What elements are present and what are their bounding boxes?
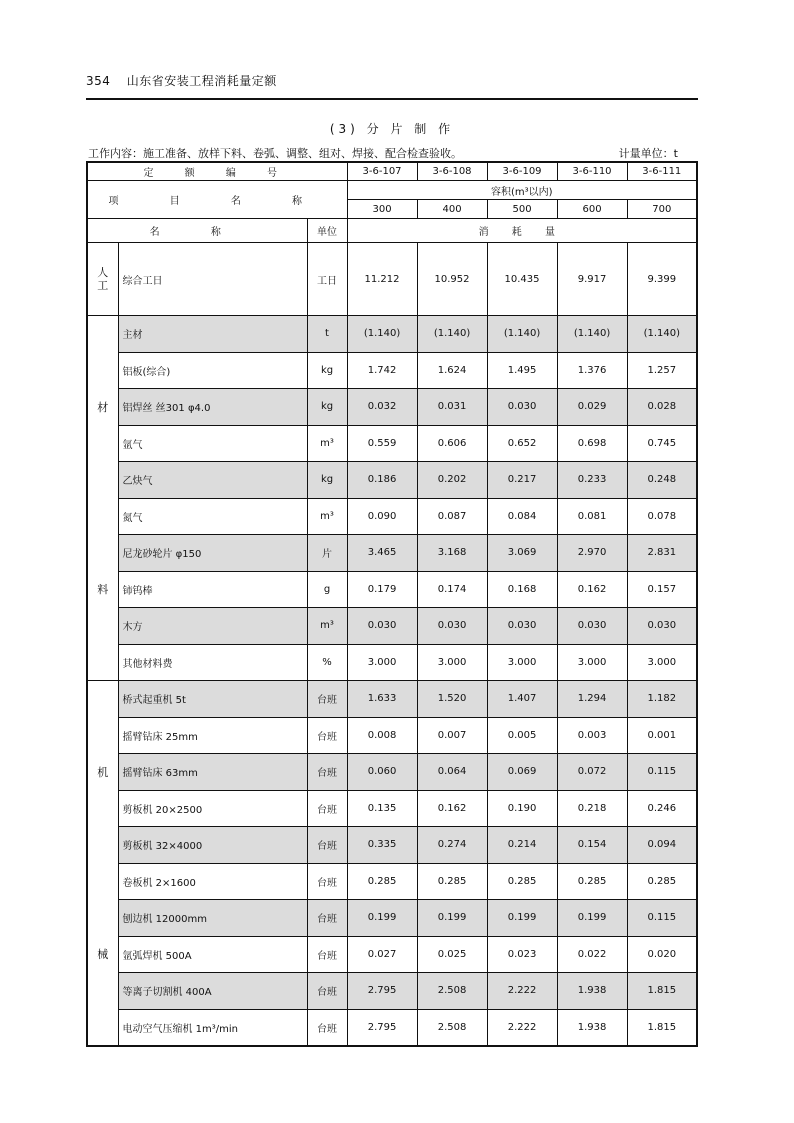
labor-group-label: 人 工 bbox=[87, 243, 118, 316]
material-unit: t bbox=[307, 316, 347, 353]
capacity-label: 容积(m³以内) bbox=[347, 181, 697, 200]
material-unit: m³ bbox=[307, 608, 347, 645]
machinery-value: 0.025 bbox=[417, 936, 487, 973]
machinery-value: 1.938 bbox=[557, 973, 627, 1010]
machinery-value: 0.115 bbox=[627, 900, 697, 937]
volume-value: 700 bbox=[627, 200, 697, 219]
material-row bbox=[87, 535, 697, 572]
labor-unit: 工日 bbox=[307, 243, 347, 316]
labor-row bbox=[87, 243, 697, 316]
section-title: (3) 分 片 制 作 bbox=[329, 122, 455, 136]
volume-value: 400 bbox=[417, 200, 487, 219]
material-value: 1.742 bbox=[347, 352, 417, 389]
material-value: 3.069 bbox=[487, 535, 557, 572]
header-row-capacity bbox=[87, 181, 697, 200]
material-value: 0.030 bbox=[487, 608, 557, 645]
material-row bbox=[87, 498, 697, 535]
machinery-value: 0.069 bbox=[487, 754, 557, 791]
machinery-value: 0.023 bbox=[487, 936, 557, 973]
material-value: 1.624 bbox=[417, 352, 487, 389]
machinery-unit: 台班 bbox=[307, 863, 347, 900]
material-value: 0.248 bbox=[627, 462, 697, 499]
material-value: 0.090 bbox=[347, 498, 417, 535]
material-value: 1.257 bbox=[627, 352, 697, 389]
machinery-name: 刨边机 12000mm bbox=[118, 900, 307, 937]
material-name: 铝焊丝 丝301 φ4.0 bbox=[118, 389, 307, 426]
machinery-value: 2.222 bbox=[487, 973, 557, 1010]
material-row bbox=[87, 316, 697, 353]
machinery-value: 1.294 bbox=[557, 681, 627, 718]
material-value: 0.606 bbox=[417, 425, 487, 462]
material-unit: kg bbox=[307, 389, 347, 426]
material-row bbox=[87, 389, 697, 426]
material-row bbox=[87, 571, 697, 608]
machinery-name: 剪板机 20×2500 bbox=[118, 790, 307, 827]
material-value: (1.140) bbox=[347, 316, 417, 353]
material-value: 3.465 bbox=[347, 535, 417, 572]
material-value: 0.028 bbox=[627, 389, 697, 426]
machinery-unit: 台班 bbox=[307, 1009, 347, 1046]
labor-value: 9.917 bbox=[557, 243, 627, 316]
machinery-unit: 台班 bbox=[307, 936, 347, 973]
material-value: (1.140) bbox=[417, 316, 487, 353]
machinery-value: 1.815 bbox=[627, 973, 697, 1010]
machinery-value: 1.938 bbox=[557, 1009, 627, 1046]
machinery-unit: 台班 bbox=[307, 681, 347, 718]
material-value: 0.030 bbox=[487, 389, 557, 426]
material-value: 1.376 bbox=[557, 352, 627, 389]
unit-of-measure: 计量单位：t bbox=[618, 147, 678, 160]
volume-value: 500 bbox=[487, 200, 557, 219]
machinery-value: 1.815 bbox=[627, 1009, 697, 1046]
machinery-name: 摇臂钻床 25mm bbox=[118, 717, 307, 754]
machinery-value: 0.285 bbox=[557, 863, 627, 900]
machinery-value: 1.520 bbox=[417, 681, 487, 718]
machinery-value: 2.508 bbox=[417, 973, 487, 1010]
machinery-value: 1.182 bbox=[627, 681, 697, 718]
material-value: (1.140) bbox=[627, 316, 697, 353]
machinery-unit: 台班 bbox=[307, 790, 347, 827]
material-unit: % bbox=[307, 644, 347, 681]
machinery-unit: 台班 bbox=[307, 973, 347, 1010]
material-value: 0.078 bbox=[627, 498, 697, 535]
machinery-value: 0.285 bbox=[627, 863, 697, 900]
material-value: 0.202 bbox=[417, 462, 487, 499]
material-value: 0.168 bbox=[487, 571, 557, 608]
volume-value: 300 bbox=[347, 200, 417, 219]
machinery-row bbox=[87, 863, 697, 900]
machinery-value: 0.335 bbox=[347, 827, 417, 864]
material-value: 3.000 bbox=[557, 644, 627, 681]
machinery-value: 0.005 bbox=[487, 717, 557, 754]
machinery-value: 0.214 bbox=[487, 827, 557, 864]
machinery-name: 摇臂钻床 63mm bbox=[118, 754, 307, 791]
work-content-line bbox=[88, 145, 694, 161]
machinery-value: 2.222 bbox=[487, 1009, 557, 1046]
machinery-value: 1.633 bbox=[347, 681, 417, 718]
machinery-value: 0.199 bbox=[347, 900, 417, 937]
machinery-value: 0.274 bbox=[417, 827, 487, 864]
page-header bbox=[86, 72, 698, 89]
material-value: 2.970 bbox=[557, 535, 627, 572]
item-name-label: 项 目 名 称 bbox=[87, 181, 347, 219]
material-value: 0.087 bbox=[417, 498, 487, 535]
unit-label: 单位 bbox=[307, 219, 347, 243]
material-value: (1.140) bbox=[557, 316, 627, 353]
material-name: 乙炔气 bbox=[118, 462, 307, 499]
machinery-value: 0.007 bbox=[417, 717, 487, 754]
material-value: 3.000 bbox=[347, 644, 417, 681]
machinery-value: 1.407 bbox=[487, 681, 557, 718]
quota-code: 3-6-107 bbox=[347, 162, 417, 181]
material-unit: kg bbox=[307, 352, 347, 389]
material-value: 0.084 bbox=[487, 498, 557, 535]
material-value: 0.745 bbox=[627, 425, 697, 462]
machinery-row bbox=[87, 717, 697, 754]
material-name: 其他材料费 bbox=[118, 644, 307, 681]
machinery-value: 0.199 bbox=[557, 900, 627, 937]
labor-name: 综合工日 bbox=[118, 243, 307, 316]
material-name: 铈钨棒 bbox=[118, 571, 307, 608]
machinery-name: 等离子切割机 400A bbox=[118, 973, 307, 1010]
material-name: 主材 bbox=[118, 316, 307, 353]
work-content: 工作内容：施工准备、放样下料、卷弧、调整、组对、焊接、配合检查验收。 bbox=[88, 147, 462, 160]
machinery-value: 0.199 bbox=[417, 900, 487, 937]
machinery-value: 2.795 bbox=[347, 973, 417, 1010]
quota-code: 3-6-108 bbox=[417, 162, 487, 181]
material-group-label: 材 料 bbox=[87, 316, 118, 681]
machinery-unit: 台班 bbox=[307, 827, 347, 864]
machinery-unit: 台班 bbox=[307, 754, 347, 791]
material-row bbox=[87, 352, 697, 389]
material-value: 0.030 bbox=[417, 608, 487, 645]
machinery-row bbox=[87, 1009, 697, 1046]
machinery-value: 0.218 bbox=[557, 790, 627, 827]
volume-value: 600 bbox=[557, 200, 627, 219]
material-value: 0.030 bbox=[347, 608, 417, 645]
material-value: 3.000 bbox=[627, 644, 697, 681]
machinery-row bbox=[87, 900, 697, 937]
machinery-value: 0.115 bbox=[627, 754, 697, 791]
material-value: 0.698 bbox=[557, 425, 627, 462]
machinery-value: 0.162 bbox=[417, 790, 487, 827]
machinery-value: 0.199 bbox=[487, 900, 557, 937]
material-value: 2.831 bbox=[627, 535, 697, 572]
machinery-value: 0.190 bbox=[487, 790, 557, 827]
material-row bbox=[87, 644, 697, 681]
machinery-value: 0.094 bbox=[627, 827, 697, 864]
machinery-value: 0.285 bbox=[347, 863, 417, 900]
machinery-value: 0.135 bbox=[347, 790, 417, 827]
material-row bbox=[87, 608, 697, 645]
machinery-name: 剪板机 32×4000 bbox=[118, 827, 307, 864]
material-unit: m³ bbox=[307, 425, 347, 462]
machinery-value: 0.001 bbox=[627, 717, 697, 754]
material-value: 0.179 bbox=[347, 571, 417, 608]
machinery-value: 2.795 bbox=[347, 1009, 417, 1046]
consumption-label: 消 耗 量 bbox=[347, 219, 697, 243]
material-name: 木方 bbox=[118, 608, 307, 645]
material-row bbox=[87, 425, 697, 462]
machinery-value: 0.285 bbox=[487, 863, 557, 900]
labor-value: 10.435 bbox=[487, 243, 557, 316]
material-value: 0.162 bbox=[557, 571, 627, 608]
machinery-value: 0.154 bbox=[557, 827, 627, 864]
machinery-value: 0.020 bbox=[627, 936, 697, 973]
material-value: 0.233 bbox=[557, 462, 627, 499]
header-row-columns bbox=[87, 219, 697, 243]
machinery-value: 0.022 bbox=[557, 936, 627, 973]
material-unit: m³ bbox=[307, 498, 347, 535]
material-name: 氩气 bbox=[118, 425, 307, 462]
machinery-unit: 台班 bbox=[307, 717, 347, 754]
machinery-row bbox=[87, 936, 697, 973]
labor-value: 10.952 bbox=[417, 243, 487, 316]
material-name: 氮气 bbox=[118, 498, 307, 535]
material-value: 0.029 bbox=[557, 389, 627, 426]
material-value: 0.186 bbox=[347, 462, 417, 499]
header-row-codes bbox=[87, 162, 697, 181]
machinery-value: 0.008 bbox=[347, 717, 417, 754]
material-value: 0.031 bbox=[417, 389, 487, 426]
machinery-group-label: 机 械 bbox=[87, 681, 118, 1047]
labor-value: 11.212 bbox=[347, 243, 417, 316]
quota-code-label: 定 额 编 号 bbox=[87, 162, 347, 181]
material-value: 3.168 bbox=[417, 535, 487, 572]
machinery-row bbox=[87, 754, 697, 791]
machinery-value: 2.508 bbox=[417, 1009, 487, 1046]
header-rule bbox=[86, 98, 698, 100]
machinery-name: 桥式起重机 5t bbox=[118, 681, 307, 718]
machinery-value: 0.027 bbox=[347, 936, 417, 973]
machinery-name: 氩弧焊机 500A bbox=[118, 936, 307, 973]
material-value: 0.030 bbox=[557, 608, 627, 645]
machinery-name: 电动空气压缩机 1m³/min bbox=[118, 1009, 307, 1046]
material-value: 1.495 bbox=[487, 352, 557, 389]
material-value: (1.140) bbox=[487, 316, 557, 353]
book-title: 山东省安装工程消耗量定额 bbox=[126, 74, 277, 88]
material-value: 0.174 bbox=[417, 571, 487, 608]
machinery-row bbox=[87, 790, 697, 827]
machinery-name: 卷板机 2×1600 bbox=[118, 863, 307, 900]
quota-code: 3-6-109 bbox=[487, 162, 557, 181]
material-value: 3.000 bbox=[417, 644, 487, 681]
material-value: 0.157 bbox=[627, 571, 697, 608]
name-label: 名 称 bbox=[87, 219, 307, 243]
material-unit: g bbox=[307, 571, 347, 608]
machinery-value: 0.060 bbox=[347, 754, 417, 791]
material-value: 0.217 bbox=[487, 462, 557, 499]
machinery-value: 0.003 bbox=[557, 717, 627, 754]
machinery-row bbox=[87, 973, 697, 1010]
material-value: 0.652 bbox=[487, 425, 557, 462]
material-value: 0.030 bbox=[627, 608, 697, 645]
machinery-value: 0.072 bbox=[557, 754, 627, 791]
quota-code: 3-6-110 bbox=[557, 162, 627, 181]
labor-value: 9.399 bbox=[627, 243, 697, 316]
machinery-unit: 台班 bbox=[307, 900, 347, 937]
material-value: 3.000 bbox=[487, 644, 557, 681]
material-row bbox=[87, 462, 697, 499]
material-name: 尼龙砂轮片 φ150 bbox=[118, 535, 307, 572]
material-value: 0.081 bbox=[557, 498, 627, 535]
page-number: 354 bbox=[86, 74, 111, 88]
quota-table bbox=[86, 161, 698, 1047]
quota-code: 3-6-111 bbox=[627, 162, 697, 181]
machinery-row bbox=[87, 827, 697, 864]
material-unit: kg bbox=[307, 462, 347, 499]
material-value: 0.032 bbox=[347, 389, 417, 426]
material-value: 0.559 bbox=[347, 425, 417, 462]
machinery-value: 0.285 bbox=[417, 863, 487, 900]
machinery-value: 0.246 bbox=[627, 790, 697, 827]
machinery-value: 0.064 bbox=[417, 754, 487, 791]
material-unit: 片 bbox=[307, 535, 347, 572]
material-name: 铝板(综合) bbox=[118, 352, 307, 389]
machinery-row bbox=[87, 681, 697, 718]
